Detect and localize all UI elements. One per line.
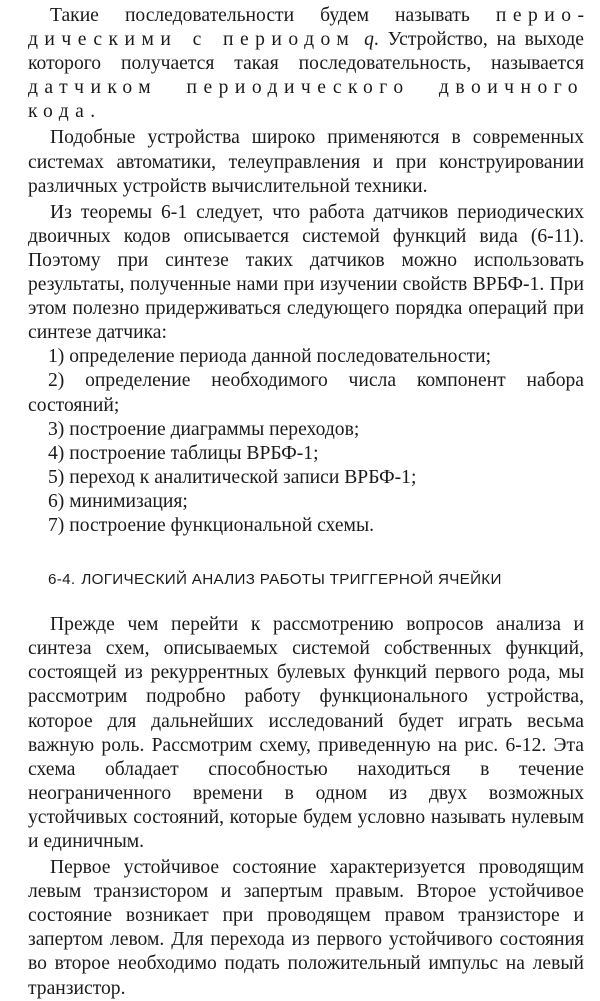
section-paragraph-2: Первое устойчивое состояние характеризуется проводящим левым транзистором и запертым правым. Второе устойчивое состояние возникает при проводящем правом транзисторе и запертом левом. Для перехода из первого устойчивого состояния во второе необходимо подать положительный импульс на левый транзистор.	[28, 857, 584, 999]
list-item: 6) минимизация;	[48, 490, 188, 512]
intro-text-1d: . Устройство, на выходе которого получается такая последовательность, называется	[28, 29, 584, 75]
section-title: ЛОГИЧЕСКИЙ АНАЛИЗ РАБОТЫ ТРИГГЕРНОЙ ЯЧЕЙКИ	[81, 571, 502, 589]
synthesis-steps-list	[28, 345, 584, 538]
list-item: 5) переход к аналитической записи ВРБФ-1;	[48, 466, 417, 488]
section-heading	[28, 568, 584, 592]
intro-paragraph-1	[28, 4, 584, 124]
list-item: 3) построение диаграммы переходов;	[48, 418, 360, 440]
list-item: 2) определение необходимого числа компонент набора состояний;	[28, 370, 584, 416]
list-item: 7) построение функциональной схемы.	[48, 514, 375, 536]
term-periodic: периодическими с периодом	[28, 5, 584, 51]
intro-paragraph-2: Подобные устройства широко применяются в современных системах автоматики, телеуправления и при конструировании различных устройств вычислительной техники.	[28, 127, 584, 197]
list-item: 4) построение таблицы ВРБФ-1;	[48, 442, 319, 464]
intro-paragraph-3: Из теоремы 6-1 следует, что работа датчиков периодических двоичных кодов описывается системой функций вида (6-11). Поэтому при синтезе таких датчиков можно использовать результаты, полученные нами при изучении свойств ВРБФ-1. При этом полезно придерживаться следующего порядка операций при синтезе датчика:	[28, 201, 584, 344]
section-paragraph-1: Прежде чем перейти к рассмотрению вопросов анализа и синтеза схем, описываемых системой собственных функций, состоящей из рекуррентных булевых функций первого рода, мы рассмотрим подробно работу функционального устройства, которое для дальнейших исследований будет играть весьма важную роль. Рассмотрим схему, приведенную на рис. 6-12. Эта схема обладает способностью находиться в течение неограниченного времени в одном из двух возможных устойчивых состояний, которые будем условно называть нулевым и единичным.	[28, 614, 584, 852]
intro-text-1f: .	[90, 101, 96, 123]
document-page	[28, 4, 584, 1001]
intro-text-1a: Такие последовательности будем называть	[50, 5, 470, 26]
period-symbol: q	[364, 29, 374, 51]
term-generator: датчиком периодического двоичного кода	[28, 77, 584, 123]
section-number: 6-4.	[48, 571, 76, 589]
list-item: 1) определение периода данной последовательности;	[48, 346, 492, 368]
